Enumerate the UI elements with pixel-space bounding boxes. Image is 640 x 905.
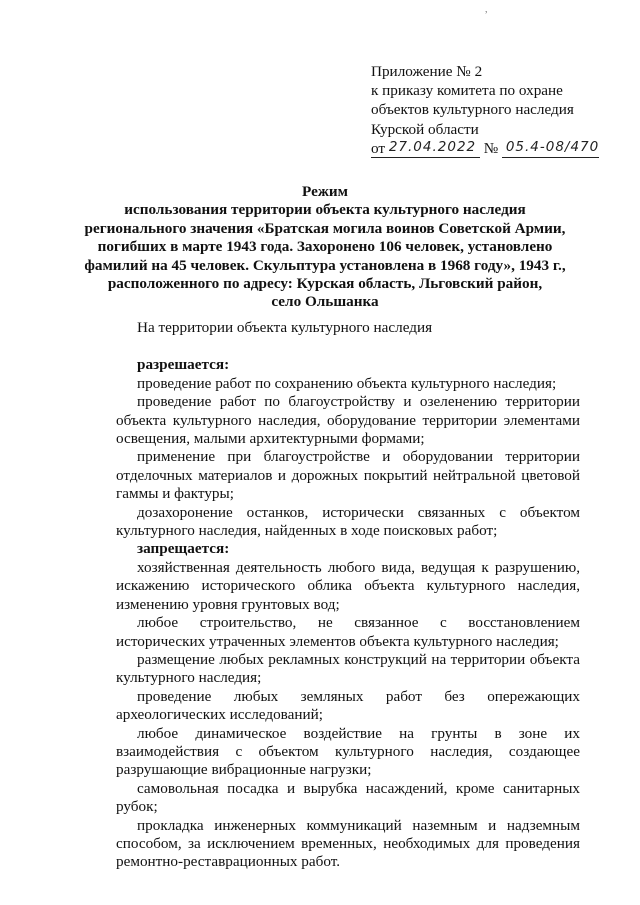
title-line-1: использования территории объекта культурного наследия: [124, 201, 526, 219]
forbidden-item: хозяйственная деятельность любого вида, ведущая к разрушению, искажению исторического облика объекта культурного наследия, изменению уровня грунтовых вод;: [116, 558, 580, 613]
appendix-region-line: Курской области: [371, 120, 479, 138]
forbidden-item: размещение любых рекламных конструкций на территории объекта культурного наследия;: [116, 650, 580, 687]
title-line-5: расположенного по адресу: Курская область, Льговский район,: [107, 275, 543, 293]
date-prefix: от: [371, 139, 386, 157]
allowed-item: проведение работ по сохранению объекта культурного наследия;: [137, 374, 557, 392]
intro-paragraph: На территории объекта культурного наследия: [137, 319, 433, 336]
forbidden-item: самовольная посадка и вырубка насаждений, кроме санитарных рубок;: [116, 779, 580, 816]
title-line-2: регионального значения «Братская могила воинов Советской Армии,: [84, 219, 566, 237]
title-line-4: фамилий на 45 человек. Скульптура установлена в 1968 году», 1943 г.,: [84, 256, 566, 274]
appendix-committee-line: объектов культурного наследия: [371, 101, 574, 119]
appendix-date-line: [371, 139, 599, 158]
forbidden-item: любое динамическое воздействие на грунты в зоне их взаимодействия с объектом культурного наследия, создающее разрушающие вибрационные нагрузки;: [116, 724, 580, 779]
document-body: [116, 319, 580, 872]
document-title: [80, 183, 570, 312]
appendix-header: [371, 62, 599, 158]
title-heading: Режим: [302, 183, 348, 200]
allowed-label: разрешается:: [137, 356, 230, 374]
date-prefix-wrap: [371, 138, 480, 158]
title-line-6: село Ольшанка: [271, 293, 379, 311]
forbidden-label: запрещается:: [137, 540, 230, 558]
title-line-3: погибших в марте 1943 года. Захоронено 106 человек, установлено: [97, 238, 553, 256]
allowed-item: проведение работ по благоустройству и озеленению территории объекта культурного наследия, оборудование территории элементами освещения, малыми архитектурными формами;: [116, 393, 580, 448]
forbidden-item: любое строительство, не связанное с восстановлением исторических утраченных элементов объекта культурного наследия;: [116, 614, 580, 650]
number-sign: №: [483, 139, 499, 157]
allowed-item: применение при благоустройстве и оборудовании территории отделочных материалов и дорожных покрытий нейтральной цветовой гаммы и фактуры;: [116, 448, 580, 503]
scan-speck: ,: [485, 4, 488, 15]
forbidden-item: проведение любых земляных работ без опережающих археологических исследований;: [116, 687, 580, 724]
allowed-item: дозахоронение останков, исторически связанных с объектом культурного наследия, найденных в ходе поисковых работ;: [116, 503, 580, 540]
appendix-number: Приложение № 2: [371, 63, 483, 80]
forbidden-item: прокладка инженерных коммуникаций наземным и надземным способом, за исключением временных, необходимых для проведения ремонтно-реставрационных работ.: [116, 816, 580, 871]
appendix-order-line: к приказу комитета по охране: [371, 82, 563, 100]
order-date: 27.04.2022: [388, 138, 477, 155]
order-number-wrap: [502, 138, 600, 158]
order-number: 05.4-08/470: [505, 138, 600, 155]
